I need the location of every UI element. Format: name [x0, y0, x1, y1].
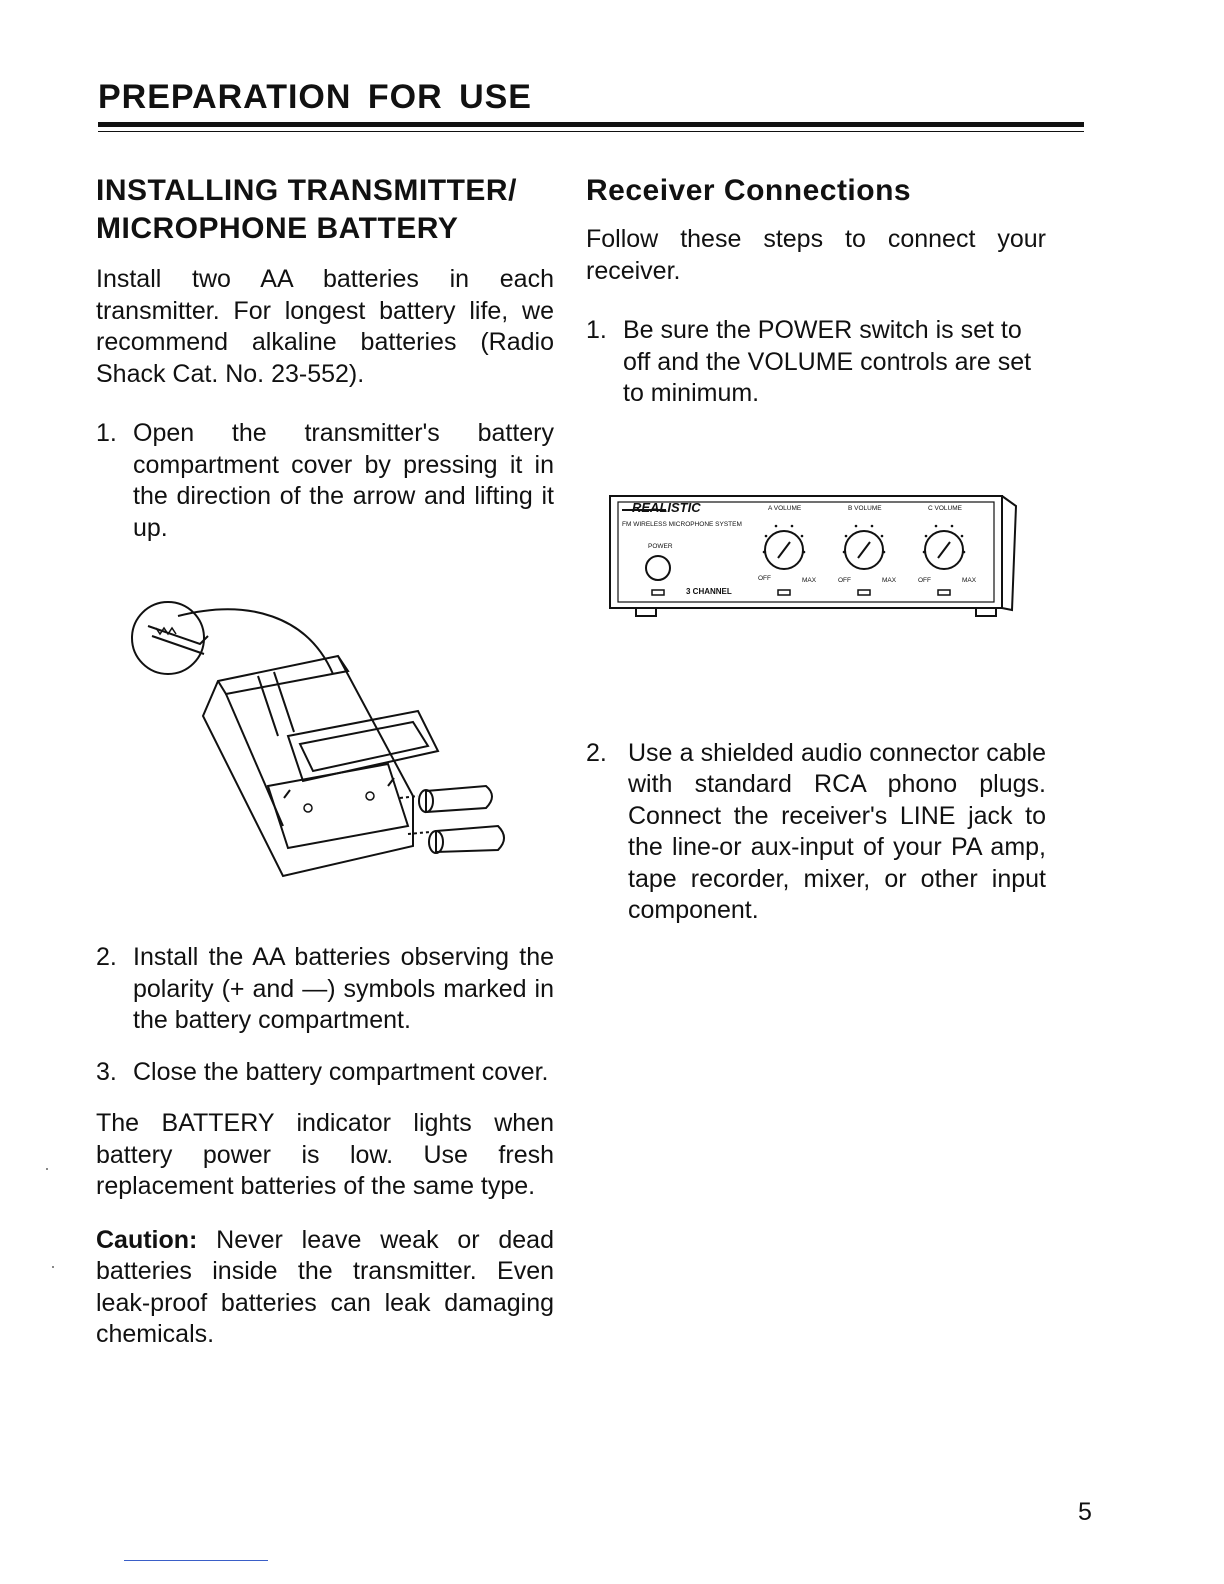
- step-number: 2.: [586, 738, 607, 767]
- receiver-brand-logo: REALISTIC: [632, 499, 701, 515]
- battery-section-heading: [96, 172, 554, 248]
- step-number: 1.: [96, 419, 117, 447]
- power-label: POWER: [648, 542, 673, 550]
- battery-indicator-note: The BATTERY indicator lights when battery power is low. Use fresh replacement batteries of the same type.: [96, 1109, 554, 1200]
- knob-c-label: C VOLUME: [928, 504, 962, 512]
- step-text: Close the battery compartment cover.: [133, 1057, 549, 1086]
- receiver-intro: Follow these steps to connect your receiver.: [586, 225, 1046, 285]
- knob-a-max: MAX: [802, 576, 817, 584]
- volume-knob-c: [925, 531, 963, 595]
- footer-line: [124, 1560, 268, 1561]
- battery-compartment: [268, 764, 408, 848]
- page-number: 5: [1078, 1498, 1092, 1526]
- left-column: [96, 172, 554, 1351]
- aa-battery-1: [426, 786, 492, 812]
- transmitter-battery-illustration: [108, 586, 508, 906]
- knob-b-off: OFF: [838, 576, 851, 584]
- header-rule-thin: [98, 131, 1084, 132]
- step-number: 1.: [586, 316, 607, 344]
- receiver-front-panel-illustration: [606, 492, 1036, 622]
- receiver-steps: [586, 315, 1046, 410]
- knob-a-label: A VOLUME: [768, 504, 802, 512]
- knob-b-max: MAX: [882, 576, 897, 584]
- power-led: [652, 590, 664, 595]
- step-text: Be sure the POWER switch is set to off and the VOLUME controls are set to minimum.: [623, 316, 1032, 407]
- receiver-section-heading: Receiver Connections: [586, 174, 912, 207]
- volume-knob-a: [765, 531, 803, 595]
- step-text: Install the AA batteries observing the polarity (+ and —) symbols marked in the battery compartment.: [133, 943, 554, 1034]
- step-text: Open the transmitter's battery compartment cover by pressing it in the direction of the arrow and lifting it up.: [133, 419, 554, 542]
- right-column: [586, 172, 1046, 927]
- battery-heading-line2: MICROPHONE BATTERY: [96, 212, 459, 245]
- receiver-step-2: [586, 738, 1046, 927]
- scan-speck: [52, 1266, 54, 1268]
- battery-step-2: [96, 942, 554, 1037]
- knob-b-label: B VOLUME: [848, 504, 882, 512]
- header-rule-thick: [98, 122, 1084, 127]
- battery-cover: [288, 711, 438, 781]
- step-number: 2.: [96, 943, 117, 971]
- power-switch: [646, 556, 670, 580]
- battery-heading-line1: INSTALLING TRANSMITTER/: [96, 174, 517, 207]
- receiver-side: [1002, 496, 1016, 610]
- knob-a-off: OFF: [758, 574, 771, 582]
- knob-c-off: OFF: [918, 576, 931, 584]
- step-text: Use a shielded audio connector cable with standard RCA phono plugs. Connect the receiver's LINE jack to the line-or aux-input of your PA amp, tape recorder, mixer, or other input component.: [628, 738, 1046, 924]
- knob-c-max: MAX: [962, 576, 977, 584]
- battery-intro: Install two AA batteries in each transmitter. For longest battery life, we recommend alkaline batteries (Radio Shack Cat. No. 23-552).: [96, 265, 554, 388]
- caution-label: Caution:: [96, 1225, 198, 1254]
- page-title: PREPARATION FOR USE: [98, 78, 532, 116]
- volume-knob-b: [845, 531, 883, 595]
- battery-step-1: [96, 418, 554, 544]
- step-number: 3.: [96, 1057, 117, 1086]
- aa-battery-2: [436, 826, 504, 852]
- scan-speck: [46, 1168, 48, 1170]
- receiver-steps-continued: [586, 738, 1046, 927]
- receiver-step-1: [586, 315, 1046, 410]
- receiver-system-label: FM WIRELESS MICROPHONE SYSTEM: [622, 520, 742, 528]
- channel-label: 3 CHANNEL: [686, 586, 732, 596]
- caution-text: Never leave weak or dead batteries inside the transmitter. Even leak-proof batteries can leak damaging chemicals.: [96, 1225, 554, 1348]
- battery-steps-continued: [96, 942, 554, 1088]
- caution-note: [96, 1225, 554, 1351]
- battery-steps: [96, 418, 554, 544]
- battery-step-3: [96, 1057, 554, 1089]
